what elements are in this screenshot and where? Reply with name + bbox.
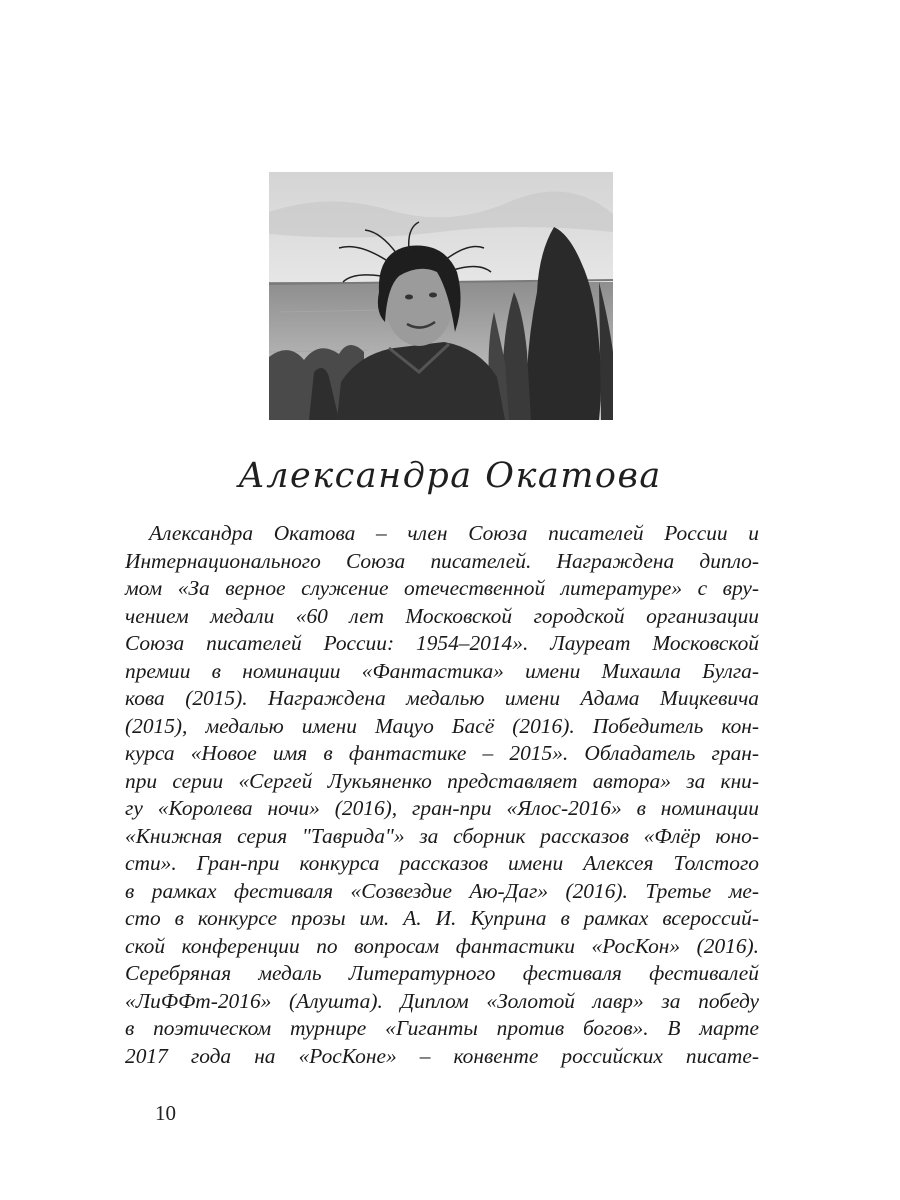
bio-line: ской конференции по вопросам фантастики «РосКон» (2016).	[125, 933, 759, 958]
bio-line: 2017 года на «РосКоне» – конвенте российских писате-	[125, 1043, 759, 1068]
page-number: 10	[155, 1101, 176, 1125]
bio-line: Союза писателей России: 1954–2014». Лауреат Московской	[125, 631, 759, 655]
author-photo	[269, 172, 613, 420]
bio-line: чением медали «60 лет Московской городской организации	[125, 603, 759, 628]
bio-line: сти». Гран-при конкурса рассказов имени Алексея Толстого	[125, 851, 759, 875]
bio-line: в поэтическом турнире «Гиганты против богов». В марте	[125, 1016, 759, 1040]
biography-text	[125, 520, 759, 1070]
bio-line: (2015), медалью имени Мацуо Басё (2016). Победитель кон-	[125, 713, 759, 738]
bio-line: Интернационального Союза писателей. Награждена дипло-	[125, 548, 759, 573]
bio-line: кова (2015). Награждена медалью имени Адама Мицкевича	[125, 686, 759, 710]
bio-line: при серии «Сергей Лукьяненко представляет автора» за кни-	[125, 768, 759, 793]
bio-line: курса «Новое имя в фантастике – 2015». Обладатель гран-	[125, 741, 759, 765]
bio-line: «Книжная серия "Таврида"» за сборник рассказов «Флёр юно-	[125, 823, 759, 848]
author-name-heading: Александра Окатова	[238, 456, 662, 496]
bio-line: премии в номинации «Фантастика» имени Михаила Булга-	[125, 658, 759, 683]
author-portrait-photo-icon	[269, 172, 613, 420]
bio-line: Серебряная медаль Литературного фестиваля фестивалей	[125, 961, 759, 985]
bio-line: в рамках фестиваля «Созвездие Аю-Даг» (2016). Третье ме-	[125, 878, 759, 903]
bio-line: гу «Королева ночи» (2016), гран-при «Ялос-2016» в номинации	[125, 796, 759, 820]
bio-line: «ЛиФФт-2016» (Алушта). Диплом «Золотой лавр» за победу	[125, 988, 759, 1013]
bio-line: мом «За верное служение отечественной литературе» с вру-	[125, 576, 759, 600]
bio-line: Александра Окатова – член Союза писателей России и	[149, 521, 759, 545]
bio-line: сто в конкурсе прозы им. А. И. Куприна в рамках всероссий-	[125, 906, 759, 930]
